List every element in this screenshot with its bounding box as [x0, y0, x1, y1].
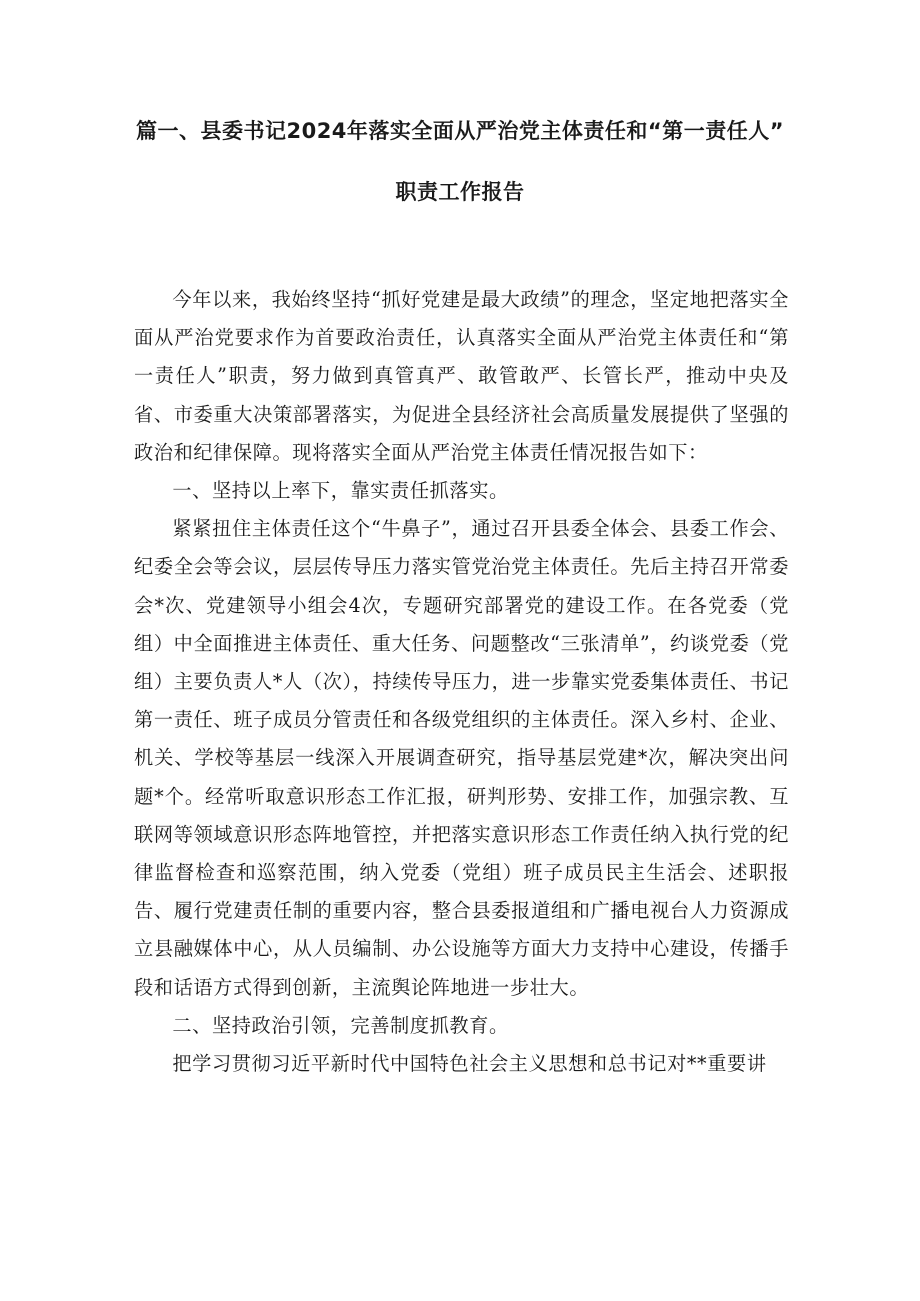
document-title-line-1: 篇一、县委书记2024年落实全面从严治党主体责任和“第一责任人”	[135, 119, 785, 143]
section-2-paragraph: 把学习贯彻习近平新时代中国特色社会主义思想和总书记对**重要讲	[172, 1052, 767, 1076]
document-title-line-2: 职责工作报告	[395, 180, 525, 204]
section-1-paragraph: 紧紧扭住主体责任这个“牛鼻子”，通过召开县委全体会、县委工作会、纪委全会等会议，层层传导压力落实管党治党主体责任。先后主持召开常委会*次、党建领导小组会4次，专题研究部署党的建设工作。在各党委（党组）中全面推进主体责任、重大任务、问题整改“三张清单”，约谈党委（党组）主要负责人*人（次），持续传导压力，进一步靠实党委集体责任、书记第一责任、班子成员分管责任和各级党组织的主体责任。深入乡村、企业、机关、学校等基层一线深入开展调查研究，指导基层党建*次，解决突出问题*个。经常听取意识形态工作汇报，研判形势、安排工作，加强宗教、互联网等领域意识形态阵地管控，并把落实意识形态工作责任纳入执行党的纪律监督检查和巡察范围，纳入党委（党组）班子成员民主生活会、述职报告、履行党建责任制的重要内容，整合县委报道组和广播电视台人力资源成立县融媒体中心，从人员编制、办公设施等方面大力支持中心建设，传播手段和话语方式得到创新，主流舆论阵地进一步壮大。	[134, 517, 789, 999]
document-body	[134, 281, 789, 1083]
section-heading-2: 二、坚持政治引领，完善制度抓教育。	[172, 1013, 509, 1037]
section-heading-1: 一、坚持以上率下，靠实责任抓落实。	[172, 479, 509, 503]
intro-paragraph: 今年以来，我始终坚持“抓好党建是最大政绩”的理念，坚定地把落实全面从严治党要求作为首要政治责任，认真落实全面从严治党主体责任和“第一责任人”职责，努力做到真管真严、敢管敢严、长管长严，推动中央及省、市委重大决策部署落实，为促进全县经济社会高质量发展提供了坚强的政治和纪律保障。现将落实全面从严治党主体责任情况报告如下：	[134, 288, 789, 464]
